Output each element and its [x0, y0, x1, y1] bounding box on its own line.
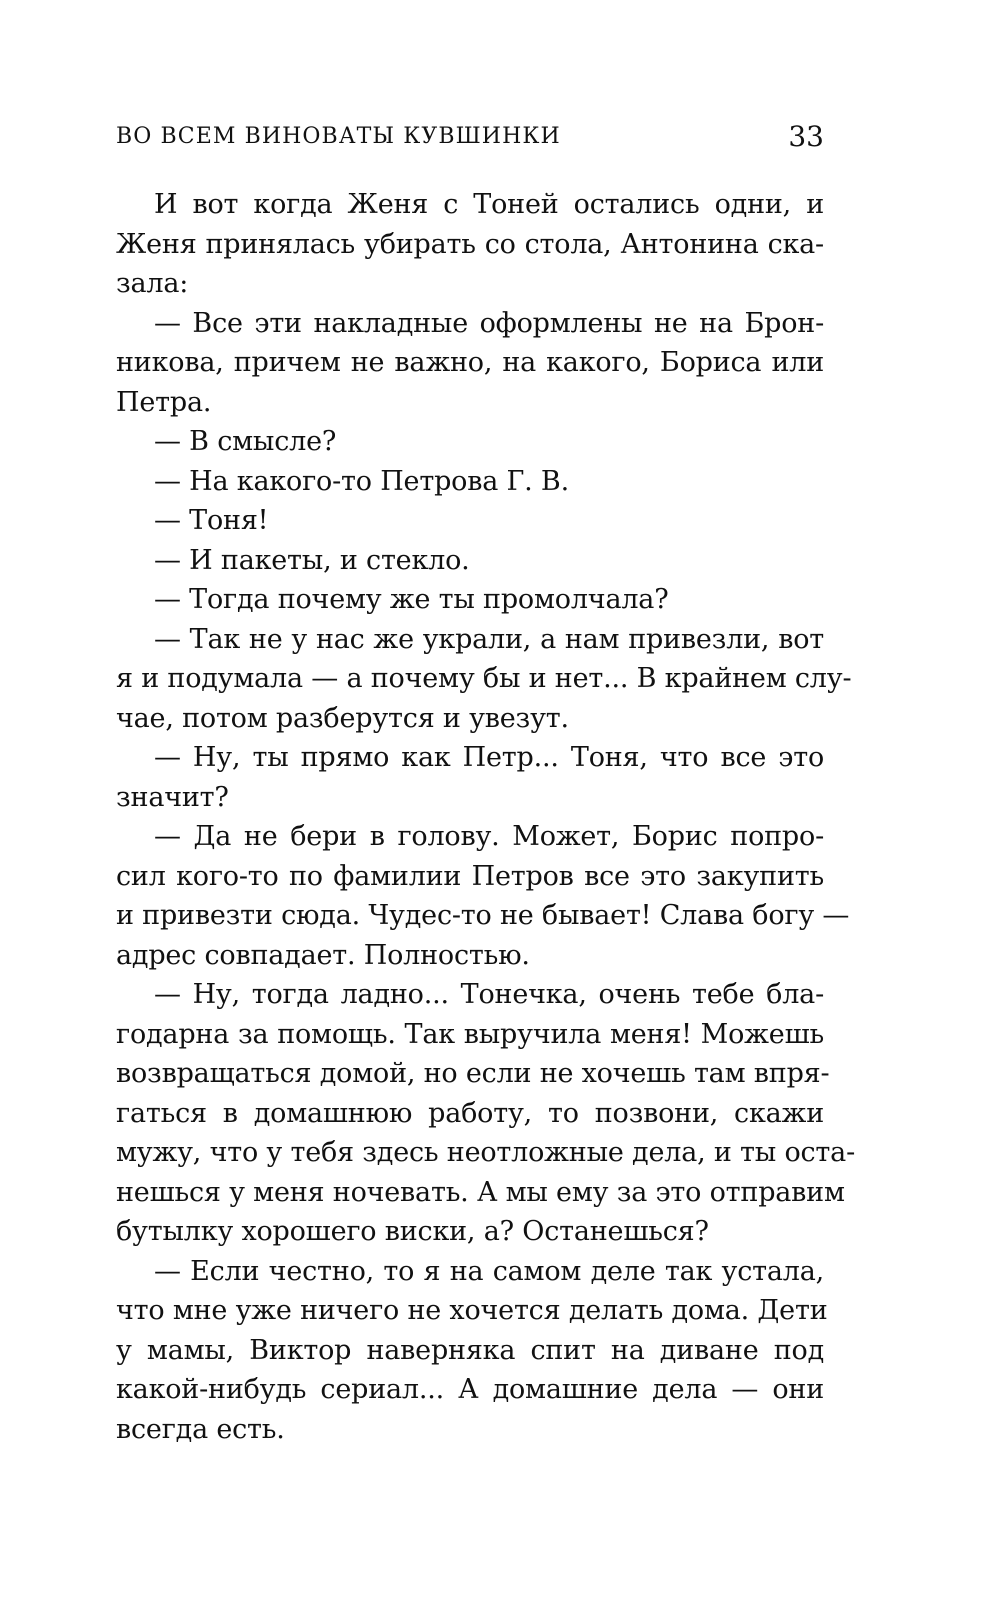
text-line: — Ну, тогда ладно... Тонечка, очень тебе бла- [154, 979, 824, 1010]
text-line: годарна за помощь. Так выручила меня! Можешь [116, 1018, 824, 1050]
text-line: — Да не бери в голову. Может, Борис попро- [154, 821, 824, 852]
text-line: — Все эти накладные оформлены не на Брон- [154, 307, 824, 339]
text-line: адрес совпадает. Полностью. [116, 939, 530, 971]
text-line: — В смысле? [154, 426, 337, 457]
running-header [116, 120, 824, 160]
text-line: всегда есть. [116, 1413, 285, 1445]
text-line: — Тоня! [154, 505, 269, 536]
text-line: зала: [116, 268, 189, 299]
text-line: Женя принялась убирать со стола, Антонина ска- [116, 228, 824, 260]
body-text [116, 185, 855, 1449]
text-line: — И пакеты, и стекло. [154, 544, 470, 576]
text-line: сил кого-то по фамилии Петров все это закупить [116, 860, 824, 892]
text-line: возвращаться домой, но если не хочешь там впря- [116, 1058, 830, 1089]
text-line: гаться в домашнюю работу, то позвони, скажи [116, 1097, 824, 1129]
text-line: И вот когда Женя с Тоней остались одни, и [154, 189, 824, 220]
text-line: какой-нибудь сериал... А домашние дела — они [116, 1374, 824, 1405]
text-line: у мамы, Виктор наверняка спит на диване под [116, 1334, 824, 1366]
running-title: ВО ВСЕМ ВИНОВАТЫ КУВШИНКИ [116, 124, 561, 149]
text-line: что мне уже ничего не хочется делать дома. Дети [116, 1295, 828, 1326]
text-line: — Тогда почему же ты промолчала? [154, 584, 669, 615]
text-line: чае, потом разберутся и увезут. [116, 702, 569, 734]
text-line: — На какого-то Петрова Г. В. [154, 465, 569, 497]
text-line: Петра. [116, 386, 212, 418]
text-line: нешься у меня ночевать. А мы ему за это отправим [116, 1176, 845, 1208]
text-line: и привезти сюда. Чудес-то не бывает! Слава богу — [116, 900, 850, 931]
text-line: — Так не у нас же украли, а нам привезли, вот [154, 623, 824, 655]
text-line: — Если честно, то я на самом деле так устала, [154, 1255, 824, 1287]
text-line: никова, причем не важно, на какого, Бориса или [116, 347, 824, 378]
text-line: я и подумала — а почему бы и нет... В крайнем слу- [116, 663, 852, 694]
text-line: значит? [116, 781, 229, 813]
text-line: бутылку хорошего виски, а? Останешься? [116, 1216, 709, 1247]
page-number: 33 [788, 120, 824, 153]
text-line: мужу, что у тебя здесь неотложные дела, и ты оста- [116, 1137, 855, 1168]
text-line: — Ну, ты прямо как Петр... Тоня, что все это [154, 742, 824, 773]
